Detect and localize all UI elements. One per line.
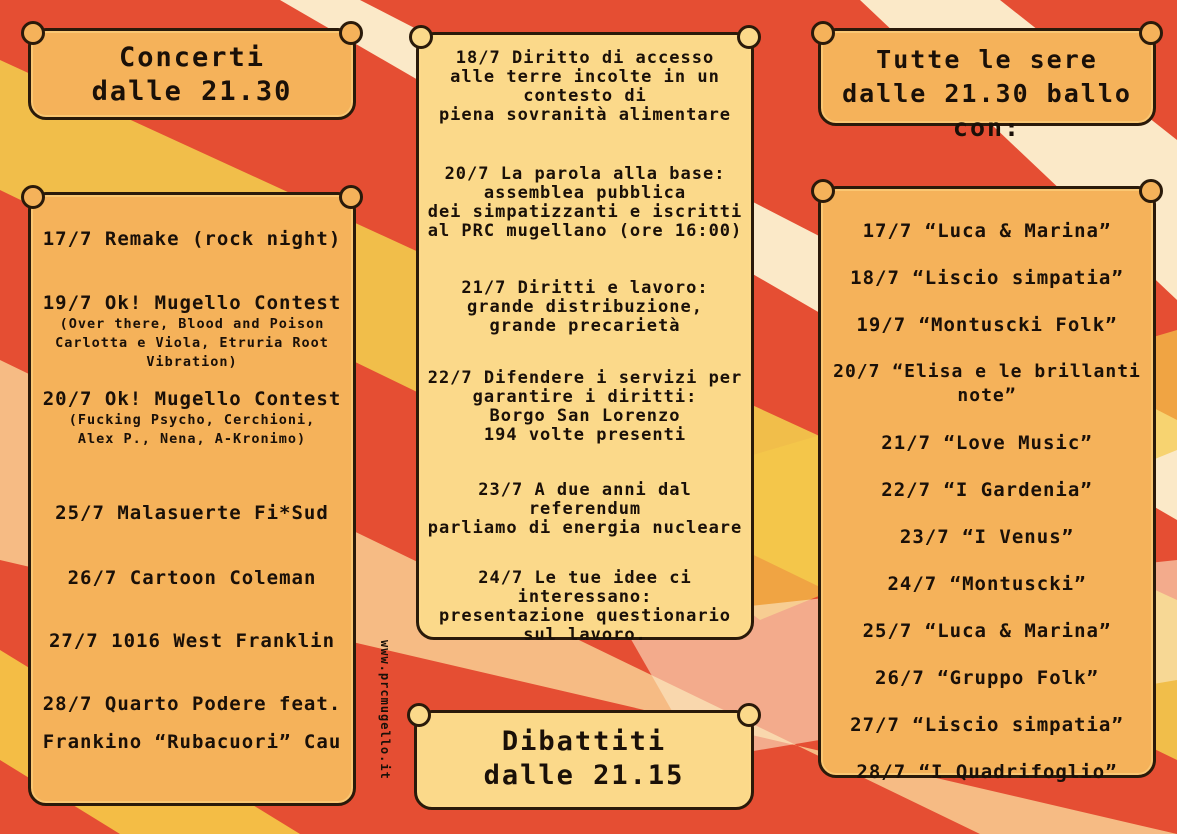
concert-item-detail: (Fucking Psycho, Cerchioni, bbox=[68, 412, 316, 428]
debate-line: parliamo di energia nucleare bbox=[427, 518, 743, 538]
dibattiti-list-scroll bbox=[416, 32, 754, 645]
concert-item: 17/7 Remake (rock night) bbox=[42, 228, 342, 250]
concert-item: Frankino “Rubacuori” Cau bbox=[42, 731, 342, 753]
concert-item-detail: (Over there, Blood and Poison bbox=[59, 316, 325, 332]
ballo-item: 18/7 “Liscio simpatia” bbox=[850, 267, 1124, 289]
concert-item: 25/7 Malasuerte Fi*Sud bbox=[55, 502, 329, 524]
debate-line: 20/7 La parola alla base: bbox=[444, 164, 726, 184]
dibattiti-time: dalle 21.15 bbox=[483, 760, 685, 791]
dibattiti-header-scroll bbox=[414, 710, 754, 810]
debate-line: piena sovranità alimentare bbox=[438, 105, 732, 125]
concert-item: 28/7 Quarto Podere feat. bbox=[42, 693, 342, 715]
ballo-item: 20/7 “Elisa e le brillanti note” bbox=[833, 361, 1141, 406]
debate-line: sul lavoro. bbox=[523, 625, 647, 645]
debate-line: alle terre incolte in un bbox=[450, 67, 720, 87]
debate-line: grande precarietà bbox=[489, 316, 681, 336]
ballo-item: 24/7 “Montuscki” bbox=[887, 573, 1087, 595]
debate-line: 24/7 Le tue idee ci interessano: bbox=[478, 568, 692, 607]
concerti-list-scroll bbox=[28, 192, 356, 806]
ballo-header-scroll bbox=[818, 28, 1156, 142]
debate-line: al PRC mugellano (ore 16:00) bbox=[427, 221, 743, 241]
ballo-item: 28/7 “I Quadrifoglio” bbox=[856, 761, 1118, 783]
ballo-time: dalle 21.30 ballo con: bbox=[842, 79, 1132, 142]
debate-line: garantire i diritti: bbox=[472, 387, 698, 407]
ballo-item: 22/7 “I Gardenia” bbox=[881, 479, 1093, 501]
dibattiti-title: Dibattiti bbox=[501, 726, 667, 757]
debate-line: dei simpatizzanti e iscritti bbox=[427, 202, 743, 222]
ballo-title: Tutte le sere bbox=[876, 45, 1098, 74]
debate-line: assemblea pubblica bbox=[483, 183, 687, 203]
concerti-title: Concerti bbox=[118, 42, 266, 73]
debate-line: 21/7 Diritti e lavoro: bbox=[461, 278, 709, 298]
debate-line: referendum bbox=[528, 499, 642, 519]
debate-line: 194 volte presenti bbox=[483, 425, 687, 445]
ballo-item: 27/7 “Liscio simpatia” bbox=[850, 714, 1124, 736]
ballo-item: 26/7 “Gruppo Folk” bbox=[875, 667, 1099, 689]
concert-item: 27/7 1016 West Franklin bbox=[48, 630, 336, 652]
website-url: www.prcmugello.it bbox=[378, 640, 392, 780]
concerti-time: dalle 21.30 bbox=[91, 76, 293, 107]
ballo-item: 23/7 “I Venus” bbox=[899, 526, 1075, 548]
concert-item: 20/7 Ok! Mugello Contest bbox=[42, 388, 342, 410]
ballo-item: 19/7 “Montuscki Folk” bbox=[856, 314, 1118, 336]
debate-line: Borgo San Lorenzo bbox=[489, 406, 681, 426]
debate-line: 23/7 A due anni dal bbox=[478, 480, 692, 500]
debate-line: contesto di bbox=[523, 86, 647, 106]
concerti-header-scroll bbox=[28, 28, 356, 120]
debate-line: grande distribuzione, bbox=[467, 297, 703, 317]
ballo-item: 21/7 “Love Music” bbox=[881, 432, 1093, 454]
concert-item: 19/7 Ok! Mugello Contest bbox=[42, 292, 342, 314]
ballo-item: 25/7 “Luca & Marina” bbox=[862, 620, 1112, 642]
concert-item-detail: Alex P., Nena, A-Kronimo) bbox=[77, 431, 307, 447]
ballo-list-scroll bbox=[818, 186, 1156, 783]
debate-line: 18/7 Diritto di accesso bbox=[455, 48, 715, 68]
debate-line: presentazione questionario bbox=[438, 606, 732, 626]
concert-item-detail: Carlotta e Viola, Etruria Root Vibration) bbox=[55, 335, 329, 370]
debate-line: 22/7 Difendere i servizi per bbox=[427, 368, 743, 388]
concert-item: 26/7 Cartoon Coleman bbox=[67, 567, 317, 589]
ballo-item: 17/7 “Luca & Marina” bbox=[862, 220, 1112, 242]
